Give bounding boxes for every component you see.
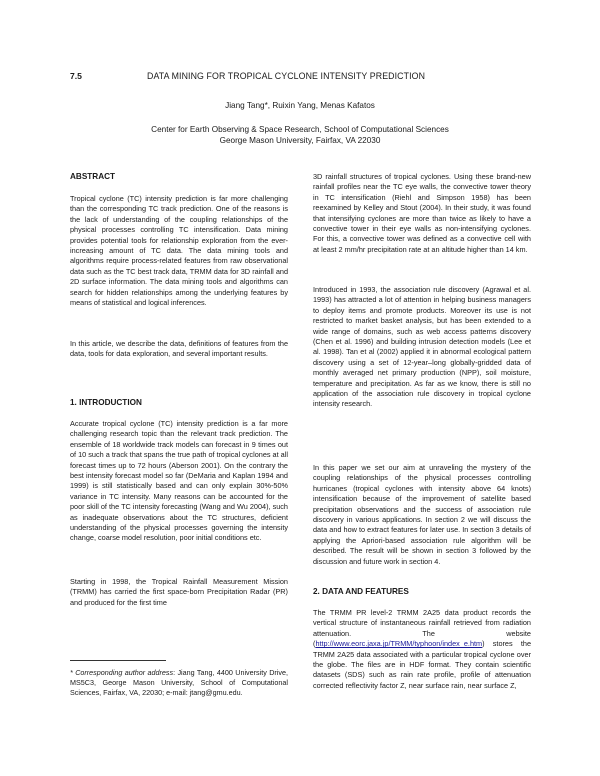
footnote-text: : Jiang Tang, 4400 University Drive, MS5C3, George Mason University, School of Computational Sciences, Fairfax, VA, 22030; e-mail: jtang@gmu.edu.: [70, 668, 288, 698]
abstract-paragraph-1: Tropical cyclone (TC) intensity prediction is far more challenging than the corresponding TC track prediction. One of the reasons is the lack of understanding of the coupling relationships of the physical processes controlling TC intensification. Data mining provides potential tools for relationship exploration from the ever-increasing amount of TC data. The data mining tools and algorithms require process-related features from raw observational data such as the TC best track data, TRMM data for 3D rainfall and 2D surface information. The data mining tools and algorithms can search for hidden relationships among the underlying features by means of statistical and logical inferences.: [70, 194, 288, 308]
paper-title: DATA MINING FOR TROPICAL CYCLONE INTENSITY PREDICTION: [147, 71, 426, 81]
affiliation: [0, 124, 600, 146]
introduction-heading: 1. INTRODUCTION: [70, 398, 142, 407]
footnote-divider: [70, 660, 166, 661]
section-number: 7.5: [70, 71, 82, 81]
affiliation-line-1: Center for Earth Observing & Space Research, School of Computational Sciences: [151, 125, 449, 134]
data-features-text-after-link: ) stores the TRMM 2A25 data associated with a particular tropical cyclone over the globe. The files are in HDF format. They contain scientific datasets (SDS) such as rain rate profile, profile of attenuation corrected reflectivity factor Z, near surface rain, near surface Z,: [313, 639, 531, 690]
introduction-paragraph-1: Accurate tropical cyclone (TC) intensity prediction is a far more challenging research topic than the relevant track prediction. The ensemble of 18 worldwide track models can forecast in 9 times out of 10 such a track that spans the true path of tropical cyclones at all forecast times up to 72 hours (Aberson 2001). On the contrary the best intensity forecast model so far (DeMaria and Kaplan 1994 and 1999) is still statistically based and can only explain 30%-50% variance in TC intensity. Many reasons can be accounted for the poor skill of the TC intensity forecasting (Wang and Wu 2004), such as inadequate observations about the TC structures, deficient understanding of the physical processes governing the intensity change, coarse model resolution, poor initial conditions etc.: [70, 419, 288, 543]
footnote: [70, 668, 288, 699]
introduction-paragraph-4: Introduced in 1993, the association rule discovery (Agrawal et al. 1993) has attracted a lot of attention in helping business managers to deploy items and promote products. Moreover its use is not restricted to market basket analysis, but has been extended to a wide range of domains, such as web access patterns discovery (Chen et al. 1996) and building intrusion detection models (Lee et al. 1998). Tan et al (2002) applied it in abnormal ecological pattern discovery using a set of 12-year–long globally-gridded data of monthly averaged net primary production (NPP), soil moisture, temperature and precipitation. As far as we know, there is still no application of the association rule discovery in tropical cyclone intensity research.: [313, 285, 531, 409]
author-list: Jiang Tang*, Ruixin Yang, Menas Kafatos: [225, 101, 375, 110]
footnote-label: * Corresponding author address: [70, 668, 174, 677]
abstract-heading: ABSTRACT: [70, 172, 116, 181]
introduction-paragraph-3: 3D rainfall structures of tropical cyclones. Using these brand-new rainfall profiles near the TC eye walls, the convective tower theory in TC intensification (Riehl and Simpson 1958) has been reexamined by Kelley and Stout (2004). In their study, it was found that intensifying cyclones are more than twice as likely to have a convective tower in their eye walls as non-intensifying cyclones. For this, a convective tower was defined as a convective cell with at least 2 mm/hr precipitation rate at an altitude higher than 14 km.: [313, 172, 531, 254]
affiliation-line-2: George Mason University, Fairfax, VA 22030: [219, 136, 381, 145]
abstract-paragraph-2: In this article, we describe the data, definitions of features from the data, tools for data exploration, and several important results.: [70, 339, 288, 359]
data-features-heading: 2. DATA AND FEATURES: [313, 587, 409, 596]
trmm-typhoon-link[interactable]: http://www.eorc.jaxa.jp/TRMM/typhoon/index_e.htm: [315, 639, 483, 649]
introduction-paragraph-2: Starting in 1998, the Tropical Rainfall Measurement Mission (TRMM) has carried the first space-born Precipitation Radar (PR) and produced for the first time: [70, 577, 288, 607]
introduction-paragraph-5: In this paper we set our aim at unraveling the mystery of the coupling relationships of the physical processes controlling hurricanes (tropical cyclones with intensity above 64 knots) intensification because of the improvement of satellite based precipitation observations and the success of association rule discovery in various applications. In section 2 we will discuss the data and how to extract features for later use. In section 3 details of applying the Apriori-based association rule algorithm will be described. The result will be shown in section 3 followed by the discussion and future work in section 4.: [313, 463, 531, 566]
data-features-paragraph: [313, 608, 531, 691]
data-features-text-before-link: The TRMM PR level-2 TRMM 2A25 data product records the vertical structure of instantaneous rainfall retrieved from radiation attenuation. The website (: [313, 608, 531, 649]
